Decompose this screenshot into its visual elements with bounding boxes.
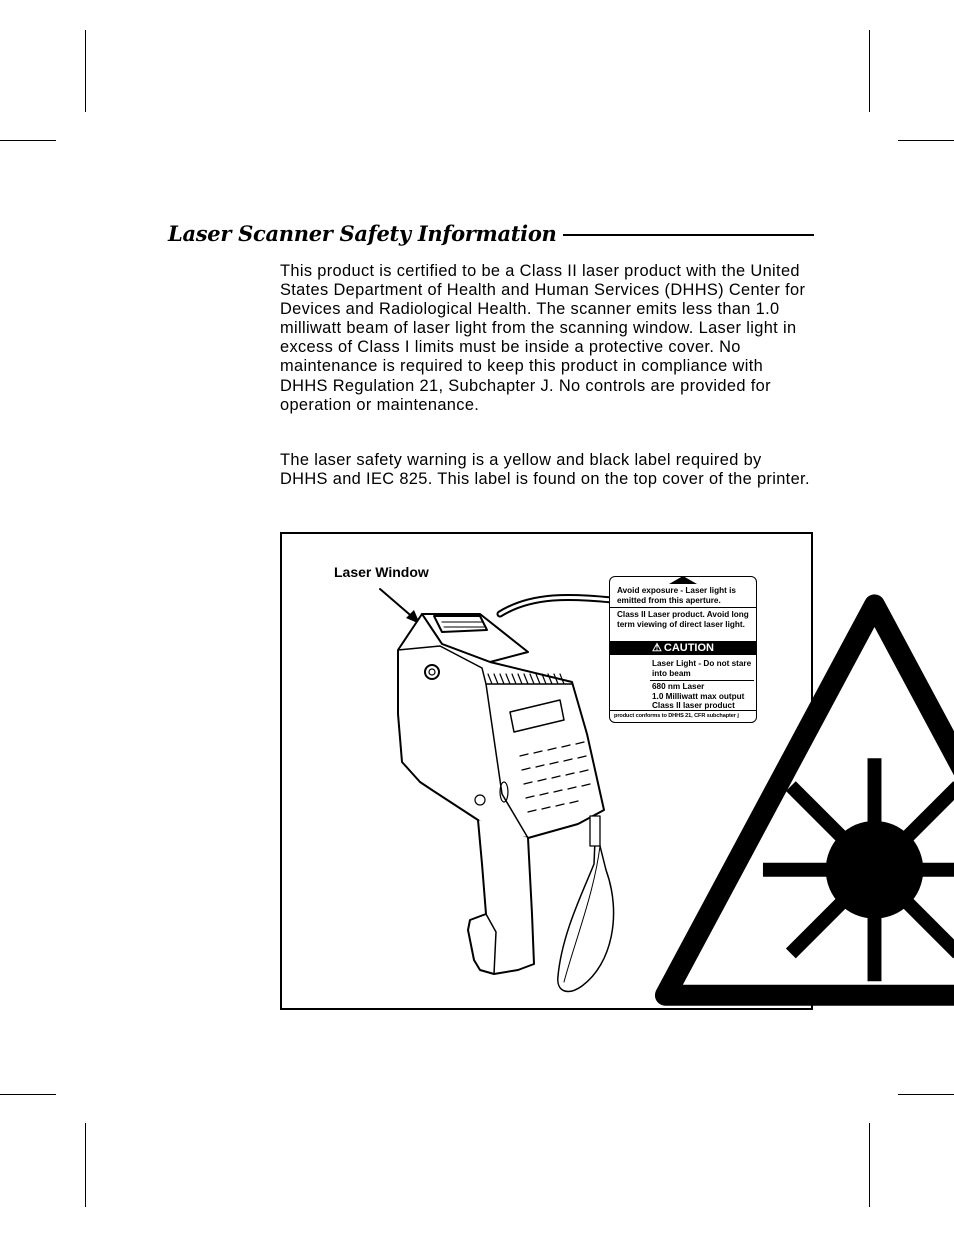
laser-warning-label (609, 576, 757, 723)
crop-mark (0, 140, 56, 141)
heading-rule (563, 234, 814, 236)
laser-window-callout: Laser Window (334, 564, 429, 580)
crop-mark (898, 140, 954, 141)
laser-window (434, 616, 487, 632)
scanner-figure (280, 532, 813, 1010)
scanner-handle (468, 820, 534, 974)
laser-spec-line: 1.0 Milliwatt max output (652, 691, 745, 701)
crop-mark (85, 1123, 86, 1207)
warning-triangle-icon: ⚠ (652, 642, 662, 654)
body-paragraph: This product is certified to be a Class II laser product with the United States Department of Health and Human Services (DHHS) Center for Devices and Radiological Health. The scanner emits less than 1.0 milliwatt beam of laser light from the scanning window. Laser light in excess of Class I limits must be inside a protective cover. No maintenance is required to keep this product in compliance with DHHS Regulation 21, Subchapter J. No controls are provided for operation or maintenance. (280, 262, 806, 414)
wrist-strap (558, 816, 614, 991)
laser-starburst-icon (610, 577, 954, 1051)
beam-warning-text: Laser Light - Do not stare into beam (652, 659, 752, 678)
conformance-text: product conforms to DHHS 21, CFR subchapter j (614, 713, 739, 719)
laser-spec-line: Class II laser product (652, 701, 735, 710)
body-paragraph: The laser safety warning is a yellow and black label required by DHHS and IEC 825. This label is found on the top cover of the printer. (280, 451, 810, 489)
class-ii-text: Class II Laser product. Avoid long term viewing of direct laser light. (617, 610, 749, 629)
crop-mark (898, 1094, 954, 1095)
crop-mark (0, 1094, 56, 1095)
crop-mark (869, 1123, 870, 1207)
label-divider (650, 680, 754, 681)
crop-mark (869, 30, 870, 112)
caution-heading: CAUTION (663, 642, 714, 654)
section-heading (168, 218, 814, 248)
laser-spec-line: 680 nm Laser (652, 682, 705, 691)
laser-spec-list (652, 682, 758, 711)
aperture-warning-text: Avoid exposure - Laser light is emitted from this aperture. (617, 586, 736, 605)
section-title: Laser Scanner Safety Information (168, 220, 557, 246)
crop-mark (85, 30, 86, 112)
